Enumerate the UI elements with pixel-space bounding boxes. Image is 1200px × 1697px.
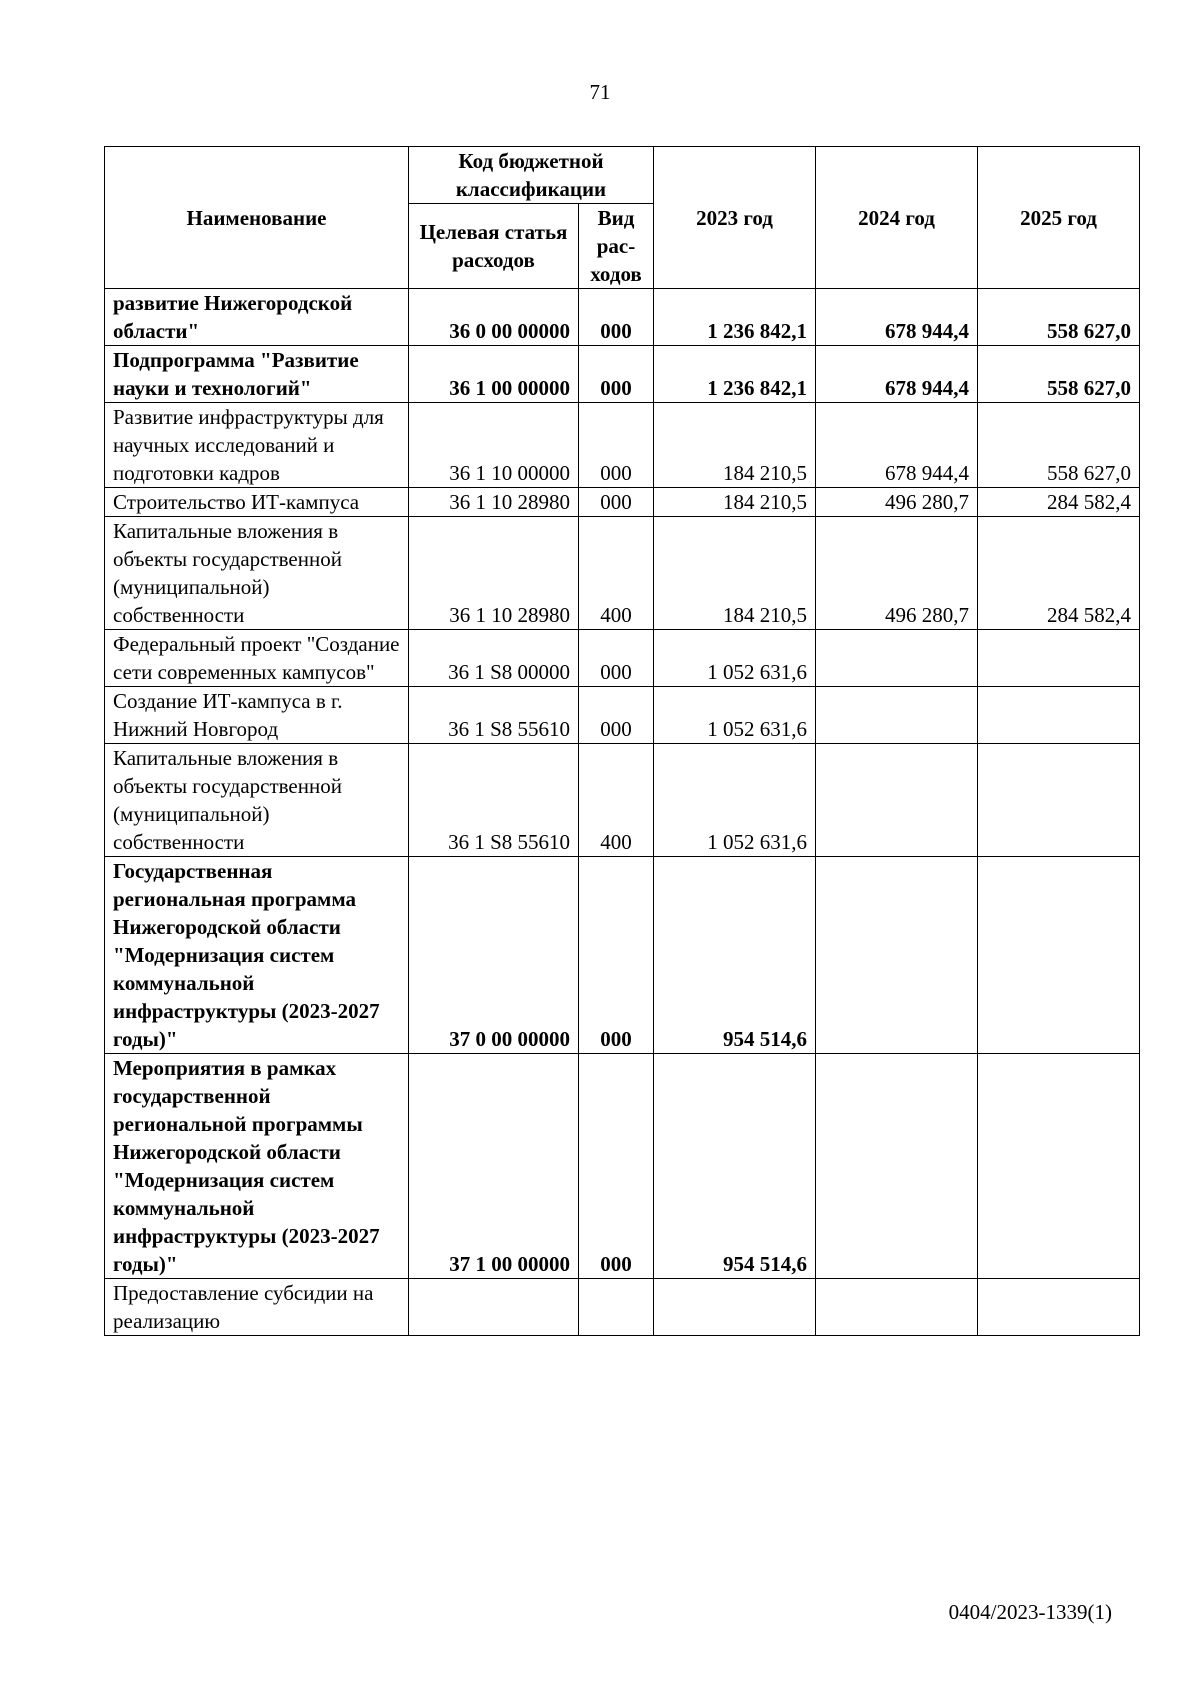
row-amount-2023: 184 210,5 <box>654 517 816 630</box>
document-number: 0404/2023-1339(1) <box>948 1600 1112 1624</box>
row-expense-kind: 000 <box>579 488 654 517</box>
row-name: Развитие инфраструктуры для научных исследований и подготовки кадров <box>105 403 409 488</box>
row-amount-2024 <box>816 687 978 744</box>
table-row <box>105 744 1140 857</box>
row-amount-2023: 954 514,6 <box>654 1054 816 1279</box>
row-target-article: 36 1 10 00000 <box>409 403 579 488</box>
header-2023: 2023 год <box>654 147 816 289</box>
row-expense-kind: 000 <box>579 687 654 744</box>
row-name: развитие Нижегородской области" <box>105 289 409 346</box>
table-row <box>105 517 1140 630</box>
header-2025: 2025 год <box>978 147 1140 289</box>
row-amount-2024: 496 280,7 <box>816 488 978 517</box>
table-row <box>105 346 1140 403</box>
table-body <box>105 289 1140 1336</box>
header-expense-kind: Вид рас-ходов <box>579 204 654 289</box>
row-amount-2023: 184 210,5 <box>654 403 816 488</box>
row-target-article: 36 1 S8 55610 <box>409 687 579 744</box>
table-row <box>105 488 1140 517</box>
row-amount-2025: 558 627,0 <box>978 403 1140 488</box>
row-name: Строительство ИТ-кампуса <box>105 488 409 517</box>
row-amount-2025: 284 582,4 <box>978 488 1140 517</box>
row-target-article: 36 1 00 00000 <box>409 346 579 403</box>
row-target-article: 36 0 00 00000 <box>409 289 579 346</box>
table-header <box>105 147 1140 289</box>
row-amount-2025: 558 627,0 <box>978 289 1140 346</box>
row-expense-kind: 000 <box>579 346 654 403</box>
row-amount-2023: 1 236 842,1 <box>654 346 816 403</box>
row-amount-2024 <box>816 1279 978 1336</box>
row-amount-2023: 954 514,6 <box>654 857 816 1054</box>
row-expense-kind: 000 <box>579 857 654 1054</box>
row-amount-2024: 496 280,7 <box>816 517 978 630</box>
row-amount-2025 <box>978 687 1140 744</box>
row-name: Государственная региональная программа Нижегородской области "Модернизация систем коммунальной инфраструктуры (2023-2027 годы)" <box>105 857 409 1054</box>
table-row <box>105 857 1140 1054</box>
table-row <box>105 1279 1140 1336</box>
header-2024: 2024 год <box>816 147 978 289</box>
row-expense-kind: 000 <box>579 1054 654 1279</box>
row-amount-2025: 558 627,0 <box>978 346 1140 403</box>
row-expense-kind <box>579 1279 654 1336</box>
row-amount-2023: 1 052 631,6 <box>654 687 816 744</box>
row-amount-2023 <box>654 1279 816 1336</box>
row-amount-2025 <box>978 1054 1140 1279</box>
row-name: Предоставление субсидии на реализацию <box>105 1279 409 1336</box>
row-target-article: 37 0 00 00000 <box>409 857 579 1054</box>
row-expense-kind: 400 <box>579 744 654 857</box>
row-target-article <box>409 1279 579 1336</box>
row-amount-2025 <box>978 857 1140 1054</box>
row-target-article: 37 1 00 00000 <box>409 1054 579 1279</box>
row-target-article: 36 1 S8 55610 <box>409 744 579 857</box>
table-row <box>105 630 1140 687</box>
table-row <box>105 687 1140 744</box>
header-kbk: Код бюджетной классификации <box>409 147 654 204</box>
page-number: 71 <box>589 80 611 104</box>
row-amount-2024 <box>816 1054 978 1279</box>
row-name: Капитальные вложения в объекты государственной (муниципальной) собственности <box>105 517 409 630</box>
row-amount-2024 <box>816 857 978 1054</box>
header-name: Наименование <box>105 147 409 289</box>
row-amount-2024: 678 944,4 <box>816 289 978 346</box>
row-target-article: 36 1 10 28980 <box>409 488 579 517</box>
row-name: Подпрограмма "Развитие науки и технологий" <box>105 346 409 403</box>
row-amount-2023: 184 210,5 <box>654 488 816 517</box>
row-amount-2025: 284 582,4 <box>978 517 1140 630</box>
row-amount-2024 <box>816 630 978 687</box>
row-expense-kind: 000 <box>579 403 654 488</box>
row-amount-2023: 1 052 631,6 <box>654 630 816 687</box>
table-row <box>105 403 1140 488</box>
row-target-article: 36 1 S8 00000 <box>409 630 579 687</box>
row-name: Создание ИТ-кампуса в г. Нижний Новгород <box>105 687 409 744</box>
row-name: Федеральный проект "Создание сети современных кампусов" <box>105 630 409 687</box>
row-name: Мероприятия в рамках государственной региональной программы Нижегородской области "Модернизация систем коммунальной инфраструктуры (2023-2027 годы)" <box>105 1054 409 1279</box>
header-target-article: Целевая статья расходов <box>409 204 579 289</box>
table-row <box>105 1054 1140 1279</box>
row-amount-2023: 1 052 631,6 <box>654 744 816 857</box>
table-row <box>105 289 1140 346</box>
row-amount-2023: 1 236 842,1 <box>654 289 816 346</box>
row-target-article: 36 1 10 28980 <box>409 517 579 630</box>
row-expense-kind: 400 <box>579 517 654 630</box>
row-amount-2024 <box>816 744 978 857</box>
row-amount-2024: 678 944,4 <box>816 403 978 488</box>
row-expense-kind: 000 <box>579 630 654 687</box>
row-amount-2025 <box>978 1279 1140 1336</box>
row-amount-2025 <box>978 744 1140 857</box>
row-name: Капитальные вложения в объекты государственной (муниципальной) собственности <box>105 744 409 857</box>
row-amount-2024: 678 944,4 <box>816 346 978 403</box>
row-expense-kind: 000 <box>579 289 654 346</box>
budget-table <box>104 146 1140 1336</box>
row-amount-2025 <box>978 630 1140 687</box>
